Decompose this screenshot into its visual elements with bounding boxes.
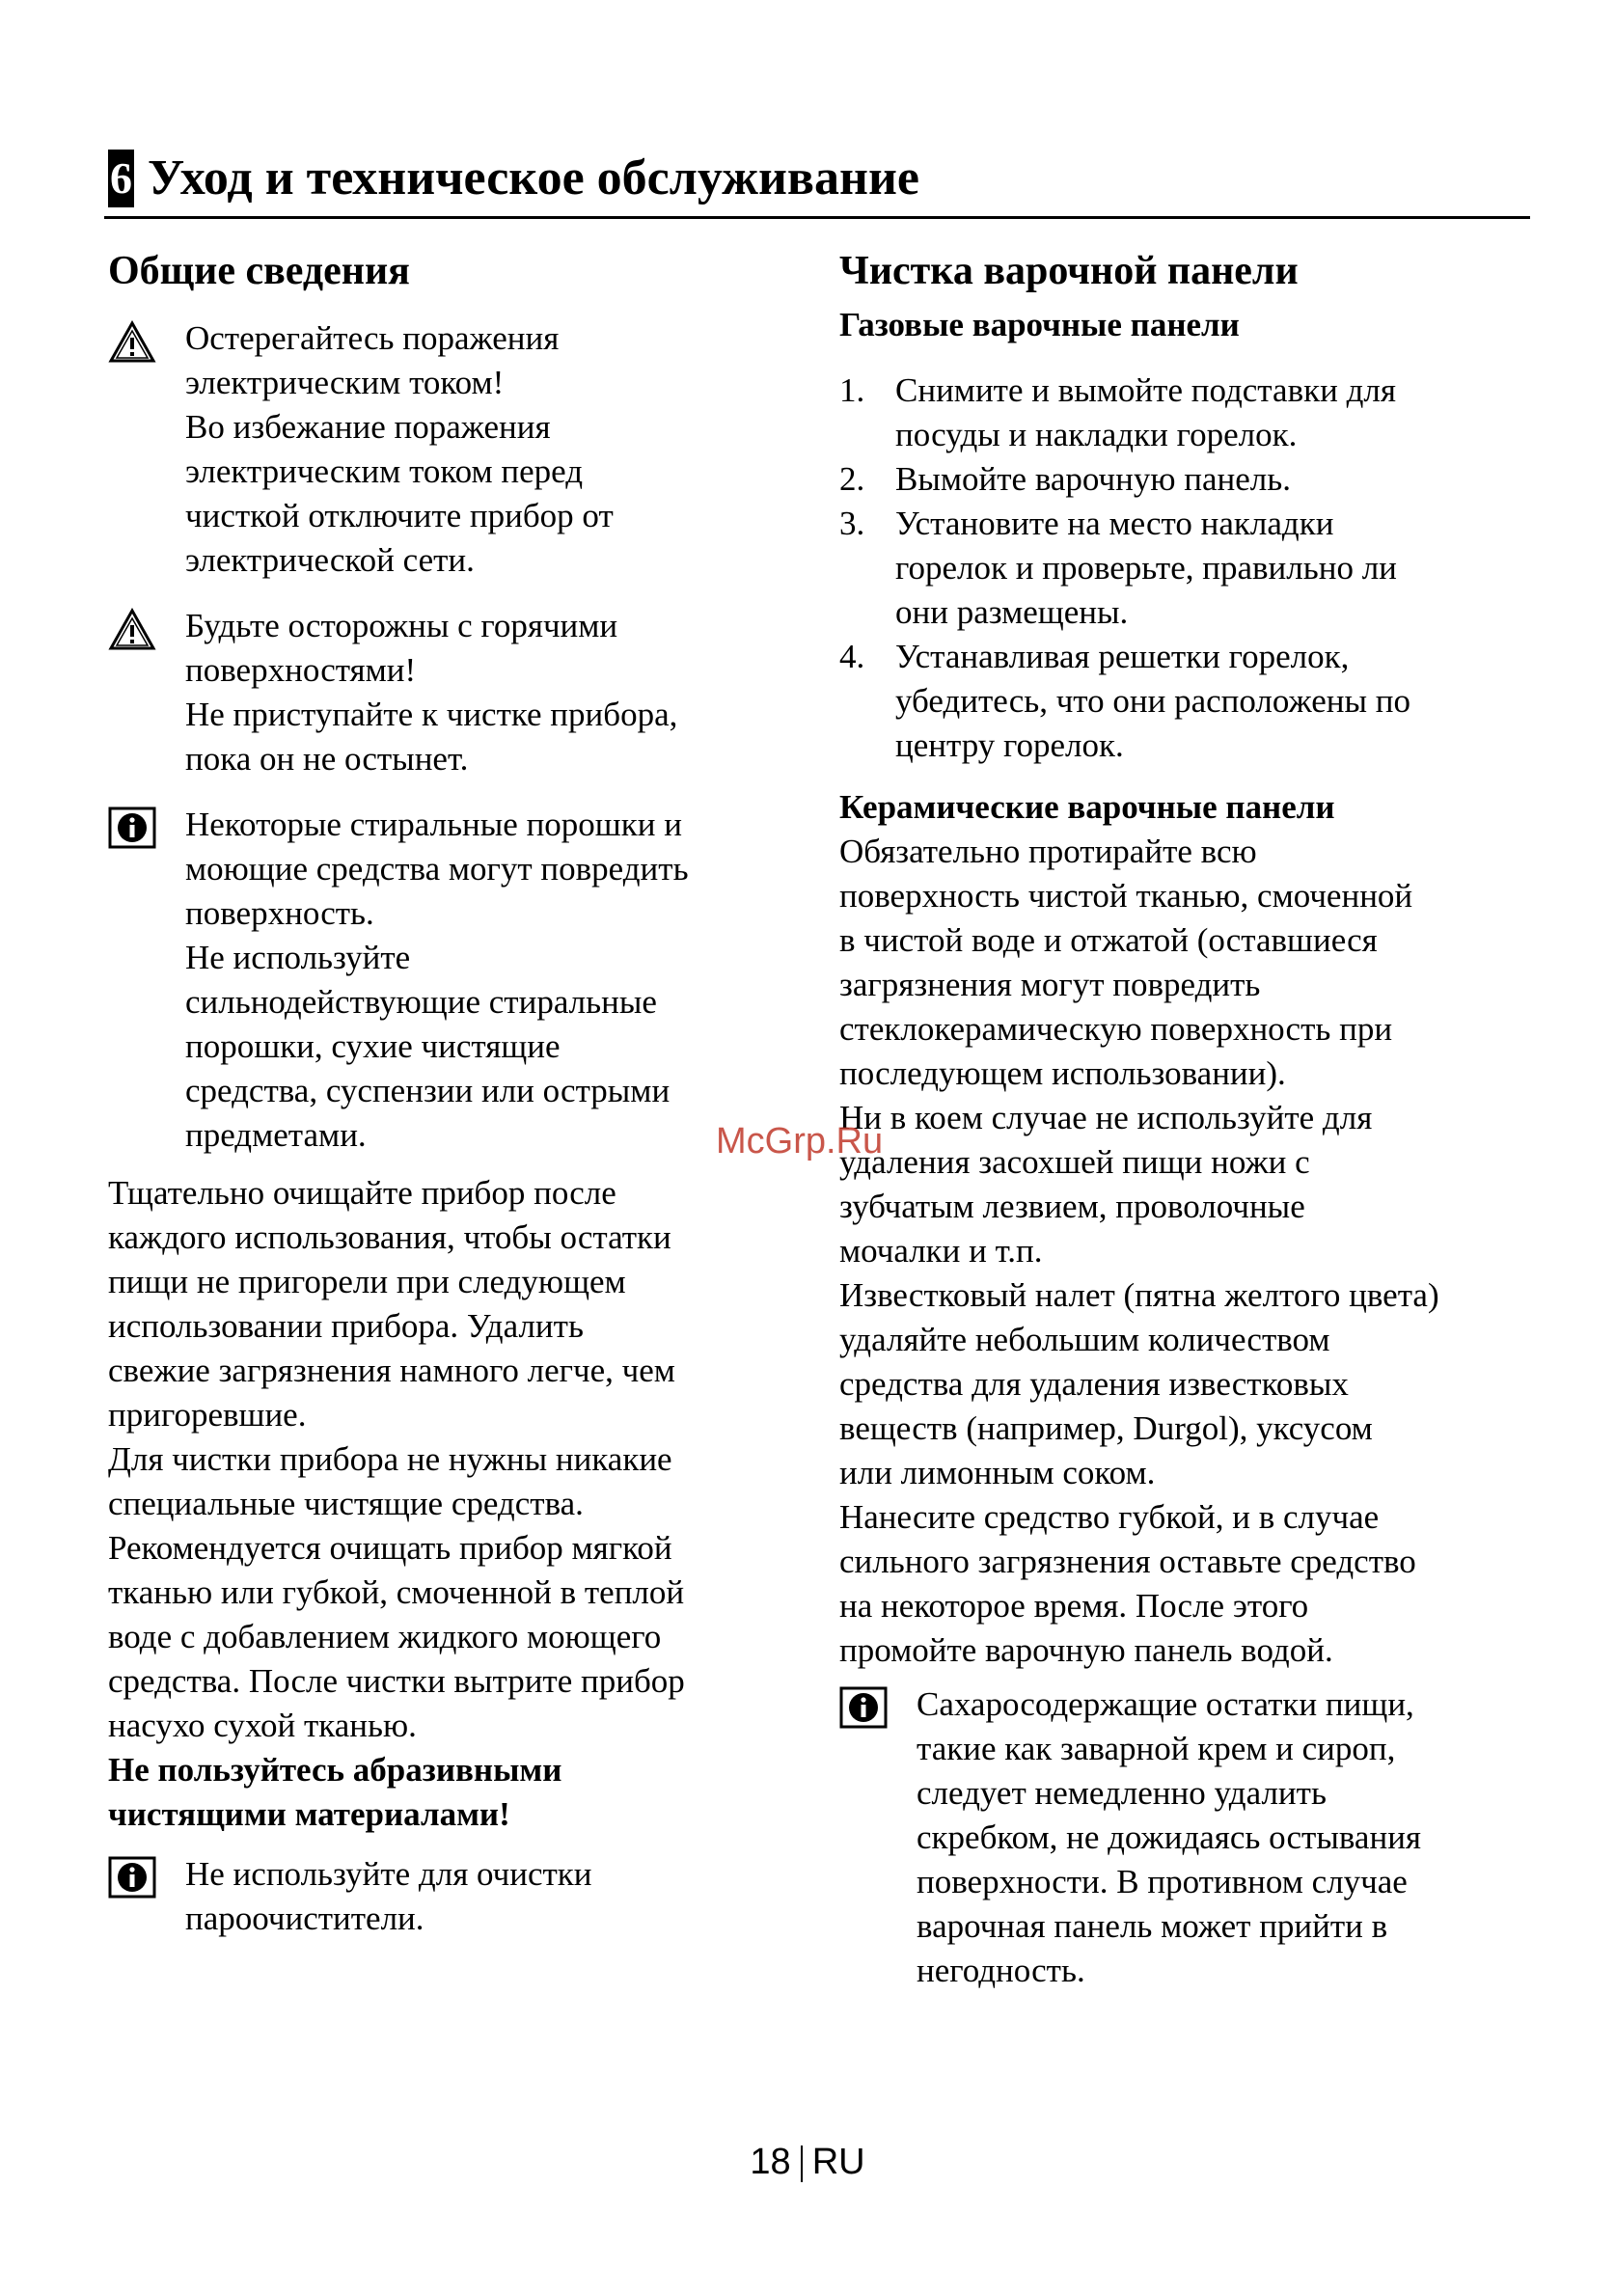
info-line: поверхности. В противном случае xyxy=(917,1863,1408,1901)
warning-line: поверхностями! xyxy=(185,651,417,690)
left-column xyxy=(108,247,783,1962)
info-line: моющие средства могут повредить xyxy=(185,850,689,888)
info-line: варочная панель может прийти в xyxy=(917,1907,1388,1946)
paragraph-line: мочалки и т.п. xyxy=(839,1232,1043,1271)
section-title-general: Общие сведения xyxy=(108,249,410,293)
warning-hot-surface xyxy=(108,604,783,781)
paragraph-line: насухо сухой тканью. xyxy=(108,1707,417,1745)
warning-line: электрическим током! xyxy=(185,364,505,402)
info-steam-cleaner xyxy=(108,1852,783,1941)
paragraph-line: специальные чистящие средства. xyxy=(108,1485,584,1523)
step-line: посуды и накладки горелок. xyxy=(895,416,1298,454)
warning-triangle-icon xyxy=(108,320,156,365)
paragraph-line: загрязнения могут повредить xyxy=(839,966,1261,1004)
info-line: сильнодействующие стиральные xyxy=(185,983,657,1022)
warning-triangle-icon xyxy=(108,608,156,652)
info-detergents xyxy=(108,803,783,1158)
paragraph-line: Ни в коем случае не используйте для xyxy=(839,1099,1373,1137)
paragraph-line: Для чистки прибора не нужны никакие xyxy=(108,1440,672,1479)
info-line: скребком, не дожидаясь остывания xyxy=(917,1818,1422,1857)
step-line: Установите на место накладки xyxy=(895,505,1334,543)
watermark: McGrp.Ru xyxy=(716,1121,884,1162)
paragraph-line: Обязательно протирайте всю xyxy=(839,833,1257,871)
warning-line: электрическим током перед xyxy=(185,452,584,491)
bold-warning-line: чистящими материалами! xyxy=(108,1795,510,1834)
paragraph-line: средства для удаления известковых xyxy=(839,1365,1349,1404)
paragraph-line: в чистой воде и отжатой (оставшиеся xyxy=(839,921,1378,960)
info-line: негодность. xyxy=(917,1952,1085,1990)
warning-line: Будьте осторожны с горячими xyxy=(185,607,618,645)
warning-line: Во избежание поражения xyxy=(185,408,551,447)
chapter-header xyxy=(108,150,1526,207)
step-line: они размещены. xyxy=(895,593,1129,632)
language-code: RU xyxy=(811,2142,865,2182)
warning-line: Остерегайтесь поражения xyxy=(185,319,560,358)
paragraph-line: сильного загрязнения оставьте средство xyxy=(839,1543,1416,1581)
section-title-hob-cleaning: Чистка варочной панели xyxy=(839,249,1299,293)
paragraph-line: пригоревшие. xyxy=(108,1396,307,1435)
cleaning-steps xyxy=(839,369,1534,768)
paragraph-line: удаления засохшей пищи ножи с xyxy=(839,1143,1310,1182)
paragraph-line: зубчатым лезвием, проволочные xyxy=(839,1188,1305,1226)
step-item xyxy=(839,369,1534,457)
chapter-title: Уход и техническое обслуживание xyxy=(148,150,919,205)
paragraph-line: промойте варочную панель водой. xyxy=(839,1631,1333,1670)
warning-line: электрической сети. xyxy=(185,541,475,580)
warning-electric xyxy=(108,316,783,583)
step-number: 4. xyxy=(839,638,865,676)
page-footer xyxy=(0,2142,1615,2183)
bold-warning-line: Не пользуйтесь абразивными xyxy=(108,1751,562,1790)
info-line: Некоторые стиральные порошки и xyxy=(185,806,682,844)
paragraph-line: каждого использования, чтобы остатки xyxy=(108,1218,671,1257)
step-number: 1. xyxy=(839,371,865,410)
info-line: пароочистители. xyxy=(185,1900,424,1938)
info-line: следует немедленно удалить xyxy=(917,1774,1327,1813)
chapter-number: 6 xyxy=(108,150,134,207)
info-icon xyxy=(108,806,156,851)
paragraph-line: Известковый налет (пятна желтого цвета) xyxy=(839,1276,1439,1315)
subtitle-gas-hobs: Газовые варочные панели xyxy=(839,306,1240,344)
step-line: центру горелок. xyxy=(895,726,1124,765)
info-line: средства, суспензии или острыми xyxy=(185,1072,671,1110)
info-line: такие как заварной крем и сироп, xyxy=(917,1730,1396,1768)
paragraph-line: последующем использовании). xyxy=(839,1054,1286,1093)
step-line: Снимите и вымойте подставки для xyxy=(895,371,1396,410)
right-column xyxy=(839,247,1534,2014)
footer-separator xyxy=(801,2146,803,2182)
info-line: поверхность. xyxy=(185,894,374,933)
step-line: убедитесь, что они расположены по xyxy=(895,682,1411,721)
paragraph-line: стеклокерамическую поверхность при xyxy=(839,1010,1393,1049)
paragraph-line: или лимонным соком. xyxy=(839,1454,1156,1492)
paragraph-line: Нанесите средство губкой, и в случае xyxy=(839,1498,1380,1537)
paragraph-line: поверхность чистой тканью, смоченной xyxy=(839,877,1413,916)
paragraph-line: средства. После чистки вытрите прибор xyxy=(108,1662,685,1701)
paragraph-line: удаляйте небольшим количеством xyxy=(839,1321,1330,1359)
info-sugary-residue xyxy=(839,1682,1534,1993)
header-rule xyxy=(104,216,1530,219)
paragraph-line: использовании прибора. Удалить xyxy=(108,1307,584,1346)
ceramic-paragraph xyxy=(839,830,1534,1673)
step-item xyxy=(839,502,1534,635)
step-item xyxy=(839,635,1534,768)
info-line: предметами. xyxy=(185,1116,367,1155)
step-number: 2. xyxy=(839,460,865,499)
info-line: порошки, сухие чистящие xyxy=(185,1027,561,1066)
page-number: 18 xyxy=(750,2142,791,2182)
step-number: 3. xyxy=(839,505,865,543)
paragraph-line: свежие загрязнения намного легче, чем xyxy=(108,1352,675,1390)
subtitle-ceramic-hobs: Керамические варочные панели xyxy=(839,788,1335,827)
paragraph-line: воде с добавлением жидкого моющего xyxy=(108,1618,662,1656)
paragraph-line: пищи не пригорели при следующем xyxy=(108,1263,626,1301)
paragraph-line: Рекомендуется очищать прибор мягкой xyxy=(108,1529,672,1568)
step-line: горелок и проверьте, правильно ли xyxy=(895,549,1397,588)
info-icon xyxy=(839,1686,888,1731)
step-line: Вымойте варочную панель. xyxy=(895,460,1291,499)
warning-line: Не приступайте к чистке прибора, xyxy=(185,696,678,734)
paragraph-line: тканью или губкой, смоченной в теплой xyxy=(108,1573,685,1612)
warning-line: пока он не остынет. xyxy=(185,740,469,779)
general-paragraph xyxy=(108,1171,783,1837)
paragraph-line: на некоторое время. После этого xyxy=(839,1587,1309,1626)
info-line: Не используйте для очистки xyxy=(185,1855,592,1894)
info-line: Не используйте xyxy=(185,939,411,977)
paragraph-line: Тщательно очищайте прибор после xyxy=(108,1174,616,1213)
step-line: Устанавливая решетки горелок, xyxy=(895,638,1350,676)
info-line: Сахаросодержащие остатки пищи, xyxy=(917,1685,1414,1724)
info-icon xyxy=(108,1856,156,1900)
step-item xyxy=(839,457,1534,502)
paragraph-line: веществ (например, Durgol), уксусом xyxy=(839,1409,1373,1448)
warning-line: чисткой отключите прибор от xyxy=(185,497,614,535)
